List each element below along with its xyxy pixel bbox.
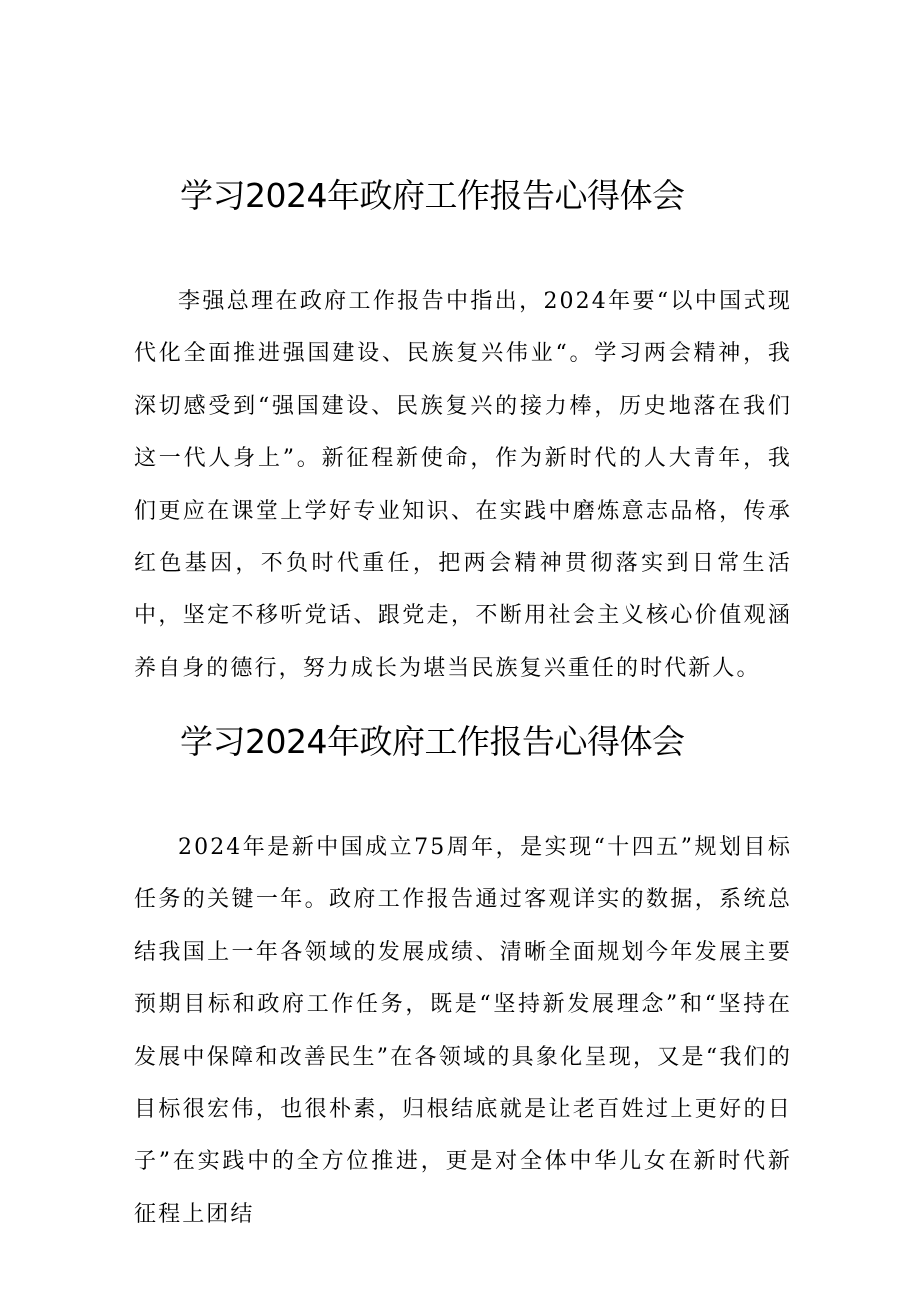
essay-section-2 (0, 714, 920, 1241)
essay-section-1 (0, 168, 920, 695)
section-body-paragraph: 李强总理在政府工作报告中指出，2024年要“以中国式现代化全面推进强国建设、民族复兴伟业“。学习两会精神，我深切感受到“强国建设、民族复兴的接力棒，历史地落在我们这一代人身上”。新征程新使命，作为新时代的人大青年，我们更应在课堂上学好专业知识、在实践中磨炼意志品格，传承红色基因，不负时代重任，把两会精神贯彻落实到日常生活中，坚定不移听党话、跟党走，不断用社会主义核心价值观涵养自身的德行，努力成长为堪当民族复兴重任的时代新人。 (134, 289, 792, 681)
section-title: 学习2024年政府工作报告心得体会 (180, 176, 685, 215)
section-title: 学习2024年政府工作报告心得体会 (180, 722, 685, 761)
section-body-paragraph: 2024年是新中国成立75周年，是实现“十四五”规划目标任务的关键一年。政府工作报告通过客观详实的数据，系统总结我国上一年各领域的发展成绩、清晰全面规划今年发展主要预期目标和政府工作任务，既是“坚持新发展理念”和“坚持在发展中保障和改善民生”在各领域的具象化呈现，又是“我们的目标很宏伟，也很朴素，归根结底就是让老百姓过上更好的日子”在实践中的全方位推进，更是对全体中华儿女在新时代新征程上团结 (134, 835, 792, 1227)
